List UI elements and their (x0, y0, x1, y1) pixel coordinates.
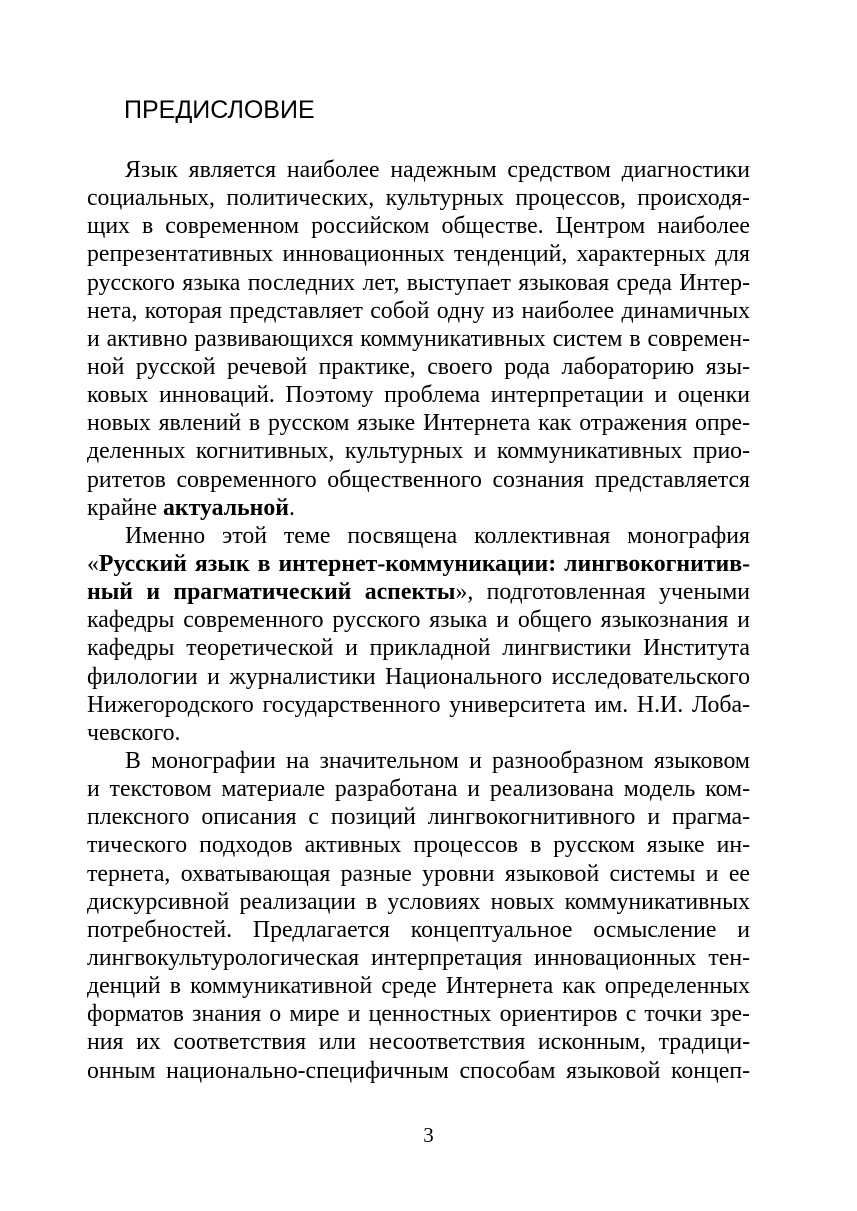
text-line: социальных, политических, культурных процессов, происходя- (87, 185, 750, 212)
text-line: В монографии на значительном и разнообразном языковом (125, 747, 750, 774)
text-line: и активно развивающихся коммуникативных систем в современ- (87, 325, 750, 352)
body-text (87, 156, 750, 1085)
text-line: Именно этой теме посвящена коллективная монография (125, 522, 750, 549)
text-line: тернета, охватывающая разные уровни языковой системы и ее (87, 860, 750, 887)
text-line: ной русской речевой практике, своего рода лабораторию язы- (87, 353, 750, 380)
text-line: ковых инноваций. Поэтому проблема интерпретации и оценки (87, 382, 750, 409)
page-title: ПРЕДИСЛОВИЕ (124, 96, 315, 124)
text-line: филологии и журналистики Национального исследовательского (87, 663, 750, 690)
text-line: кафедры теоретической и прикладной лингвистики Института (87, 635, 750, 662)
text-line (87, 494, 750, 522)
text-line: кафедры современного русского языка и общего языкознания и (87, 607, 750, 634)
text-line: потребностей. Предлагается концептуальное осмысление и (87, 916, 750, 943)
text-line (87, 550, 750, 578)
text-line: новых явлений в русском языке Интернета как отражения опре- (87, 410, 750, 437)
text-fragment: « (87, 550, 99, 577)
text-line: репрезентативных инновационных тенденций, характерных для (87, 241, 750, 268)
text-line: дискурсивной реализации в условиях новых коммуникативных (87, 888, 750, 915)
text-line: денций в коммуникативной среде Интернета как определенных (87, 973, 750, 1000)
bold-term: актуальной (163, 494, 289, 521)
text-fragment: крайне (87, 494, 164, 521)
monograph-title: Русский язык в интернет-коммуникации: лингвокогнитив- (98, 550, 750, 577)
text-fragment: », подготовленная учеными (455, 579, 751, 606)
text-line: лингвокультурологическая интерпретация инновационных тен- (87, 944, 750, 971)
text-line: нета, которая представляет собой одну из наиболее динамичных (87, 297, 750, 324)
text-line (87, 578, 750, 606)
text-fragment: . (288, 494, 295, 521)
text-line: форматов знания о мире и ценностных ориентиров с точки зре- (87, 1001, 750, 1028)
text-line: щих в современном российском обществе. Центром наиболее (87, 213, 750, 240)
text-line: деленных когнитивных, культурных и коммуникативных прио- (87, 438, 750, 465)
text-line: чевского. (87, 719, 181, 746)
text-line: ния их соответствия или несоответствия исконным, традици- (87, 1029, 750, 1056)
monograph-title: ный и прагматический аспекты (87, 579, 456, 606)
text-line: Язык является наиболее надежным средством диагностики (125, 157, 750, 183)
text-line: Нижегородского государственного университета им. Н.И. Лоба- (87, 691, 750, 718)
text-line: тического подходов активных процессов в русском языке ин- (87, 832, 750, 859)
text-line: и текстовом материале разработана и реализована модель ком- (87, 776, 750, 803)
text-line: онным национально-специфичным способам языковой концеп- (87, 1057, 750, 1084)
text-line: плексного описания с позиций лингвокогнитивного и прагма- (87, 804, 750, 831)
page-number: 3 (423, 1123, 434, 1147)
text-line: русского языка последних лет, выступает языковая среда Интер- (87, 269, 750, 296)
text-line: ритетов современного общественного сознания представляется (87, 466, 750, 493)
